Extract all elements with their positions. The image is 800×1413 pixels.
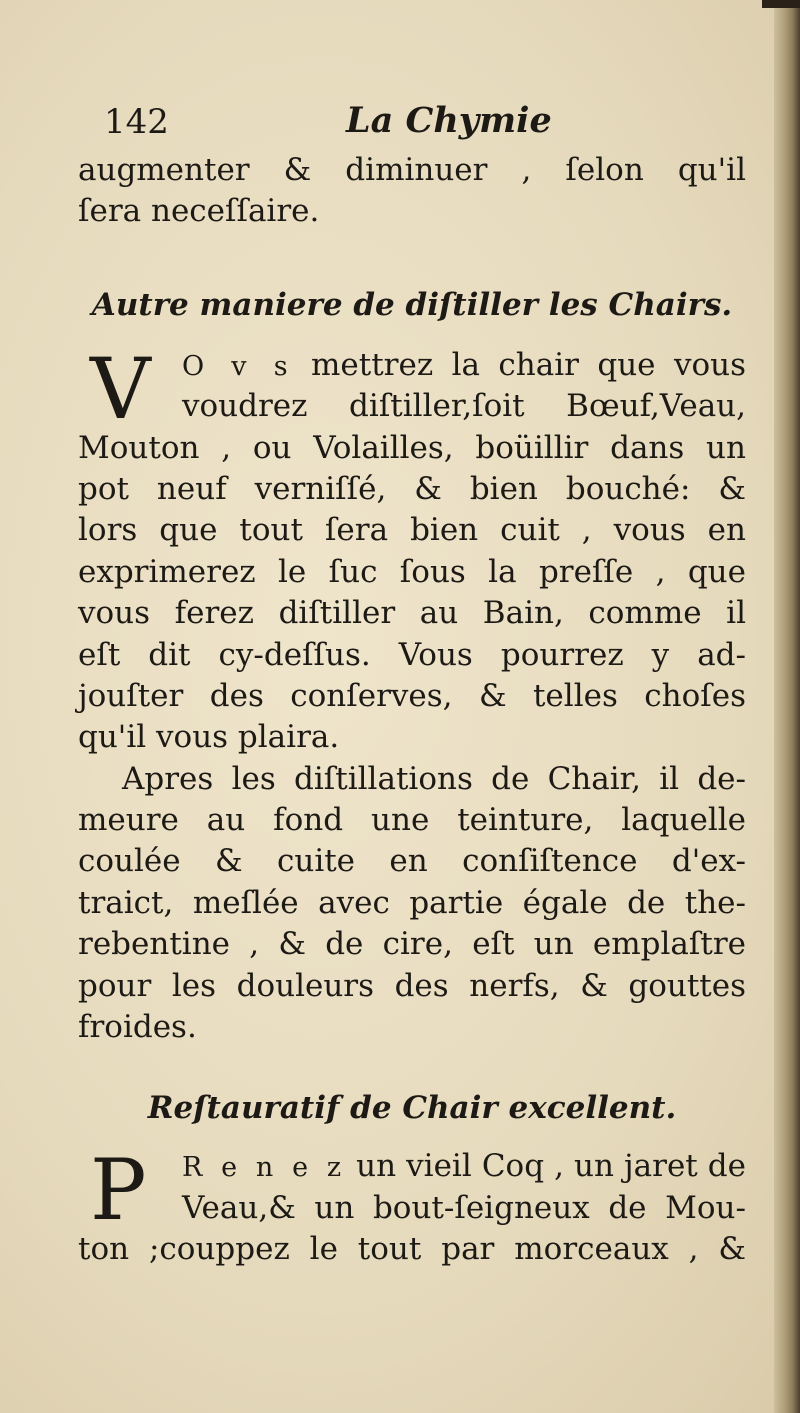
book-spine-shadow <box>774 0 800 1413</box>
continued-paragraph <box>78 150 746 233</box>
text-line: eſt dit cy-deſſus. Vous pourrez y ad- <box>78 636 746 673</box>
first-word-smallcaps: O v s <box>182 350 293 382</box>
book-spine-top-edge <box>762 0 800 8</box>
first-line-rest: un vieil Coq , un jaret de <box>356 1148 747 1185</box>
first-word-smallcaps: R e n e z <box>182 1152 347 1184</box>
text-line: pour les douleurs des nerfs, & gouttes <box>78 967 746 1004</box>
first-line-rest: mettrez la chair que vous <box>311 346 747 383</box>
drop-cap: V <box>90 339 151 438</box>
text-line: voudrez diſtiller,ſoit Bœuf,Veau, <box>182 388 746 425</box>
text-line: coulée & cuite en conſiſtence d'ex- <box>78 843 746 880</box>
running-header <box>78 96 746 150</box>
text-line: pot neuf verniſſé, & bien bouché: & <box>78 470 746 507</box>
text-line: augmenter & diminuer , ſelon qu'il <box>78 152 746 188</box>
text-line: Apres les diſtillations de Chair, il de- <box>122 760 746 797</box>
text-line: exprimerez le ſuc ſous la preſſe , que <box>78 553 746 590</box>
paragraph-distiller-chairs <box>78 339 747 759</box>
text-line: meure au fond une teinture, laquelle <box>78 802 746 839</box>
paragraph-restauratif <box>78 1141 747 1270</box>
text-line: traict, meſlée avec partie égale de the- <box>78 884 746 921</box>
drop-cap: P <box>90 1141 147 1240</box>
text-line-first <box>78 345 746 386</box>
page-number: 142 <box>104 102 169 142</box>
paragraph-teinture <box>78 759 746 1049</box>
running-title: La Chymie <box>346 100 552 141</box>
text-line: ſera neceſſaire. <box>78 193 320 230</box>
text-line: Veau,& un bout-ſeigneux de Mou- <box>182 1189 746 1226</box>
text-line: froides. <box>78 1009 197 1046</box>
text-line: rebentine , & de cire, eſt un emplaſtre <box>78 926 746 963</box>
text-line: qu'il vous plaira. <box>78 719 340 756</box>
text-line: jouſter des conſerves, & telles choſes <box>78 677 746 714</box>
section-heading-distiller-chairs: Autre maniere de diſtiller les Chairs. <box>91 286 733 323</box>
text-line: lors que tout ſera bien cuit , vous en <box>78 512 746 549</box>
page-text-block <box>78 96 746 1271</box>
text-line-first <box>78 1146 746 1187</box>
section-heading-restauratif: Reſtauratif de Chair excellent. <box>147 1090 677 1127</box>
text-line: ton ;couppez le tout par morceaux , & <box>78 1231 746 1268</box>
text-line: Mouton , ou Volailles, boüillir dans un <box>78 429 746 466</box>
text-line: vous ferez diſtiller au Bain, comme il <box>78 595 746 632</box>
